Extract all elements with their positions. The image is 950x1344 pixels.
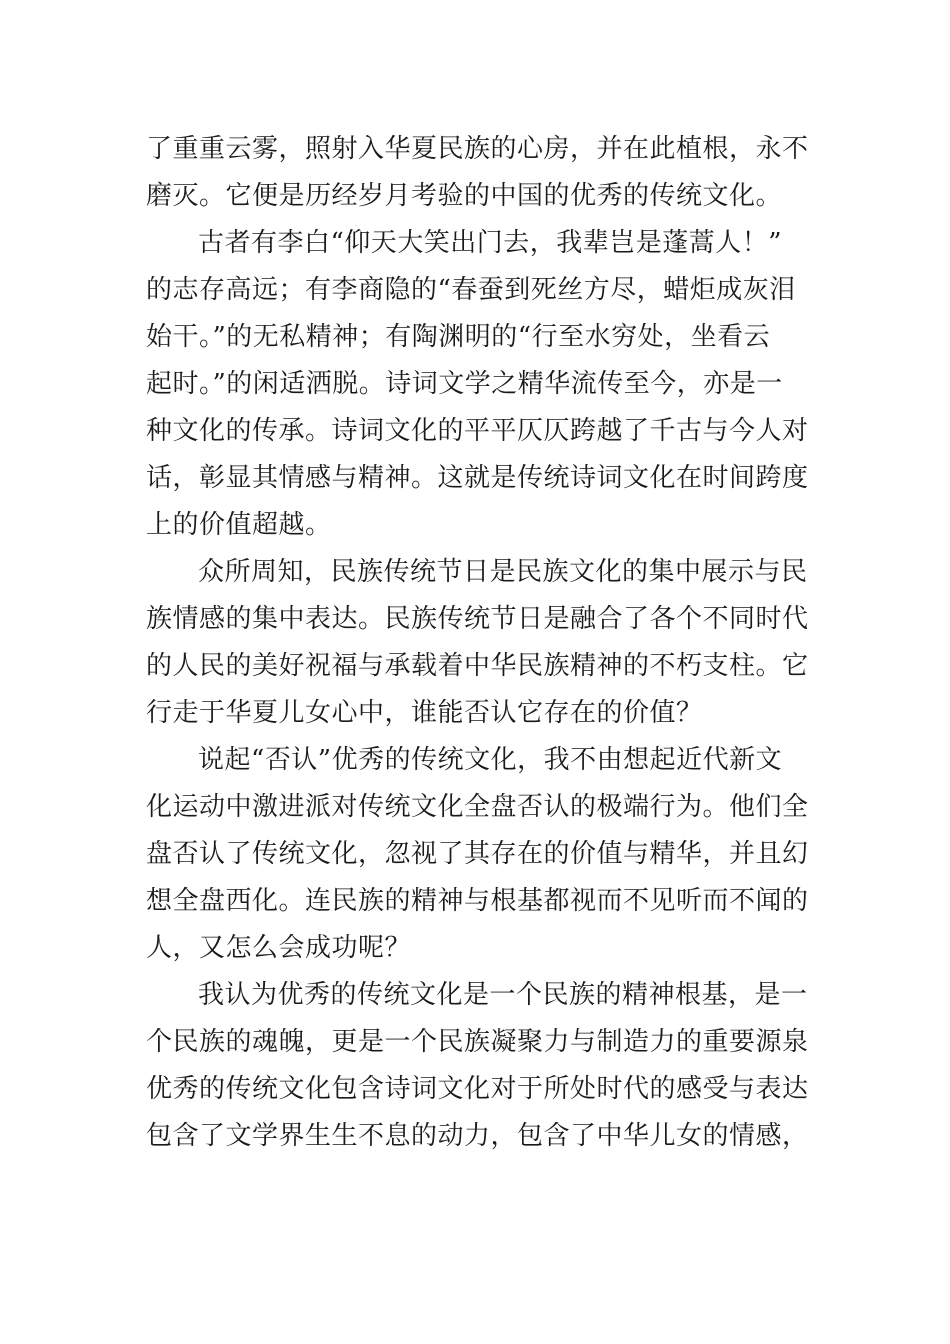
text-line: 始干。”的无私精神；有陶渊明的“行至水穷处，坐看云 (146, 322, 771, 352)
text-line: 包含了文学界生生不息的动力，包含了中华儿女的情感， (146, 1121, 809, 1151)
text-line: 族情感的集中表达。民族传统节日是融合了各个不同时代 (146, 604, 809, 634)
text-line: 化运动中激进派对传统文化全盘否认的极端行为。他们全 (146, 792, 809, 822)
text-line: 话，彰显其情感与精神。这就是传统诗词文化在时间跨度 (146, 463, 809, 493)
text-line: 的志存高远；有李商隐的“春蚕到死丝方尽，蜡炬成灰泪 (146, 275, 796, 305)
text-line: 上的价值超越。 (146, 510, 332, 540)
text-line: 人，又怎么会成功呢？ (146, 933, 412, 963)
text-line: 个民族的魂魄，更是一个民族凝聚力与制造力的重要源泉 (146, 1027, 809, 1057)
text-line: 行走于华夏儿女心中，谁能否认它存在的价值？ (146, 698, 703, 728)
text-line: 种文化的传承。诗词文化的平平仄仄跨越了千古与今人对 (146, 416, 809, 446)
essay-text (146, 126, 816, 1160)
text-line: 盘否认了传统文化，忽视了其存在的价值与精华，并且幻 (146, 839, 809, 869)
text-line: 想全盘西化。连民族的精神与根基都视而不见听而不闻的 (146, 886, 809, 916)
text-line: 优秀的传统文化包含诗词文化对于所处时代的感受与表达 (146, 1074, 809, 1104)
text-line: 了重重云雾，照射入华夏民族的心房，并在此植根，永不 (146, 134, 809, 164)
text-line: 我认为优秀的传统文化是一个民族的精神根基，是一 (198, 980, 808, 1010)
text-line: 古者有李白“仰天大笑出门去，我辈岂是蓬蒿人！” (198, 228, 783, 258)
text-line: 众所周知，民族传统节日是民族文化的集中展示与民 (198, 557, 808, 587)
text-line: 起时。”的闲适洒脱。诗词文学之精华流传至今，亦是一 (146, 369, 783, 399)
text-line: 说起“否认”优秀的传统文化，我不由想起近代新文 (198, 745, 783, 775)
text-line: 磨灭。它便是历经岁月考验的中国的优秀的传统文化。 (146, 181, 783, 211)
text-line: 的人民的美好祝福与承载着中华民族精神的不朽支柱。它 (146, 651, 809, 681)
